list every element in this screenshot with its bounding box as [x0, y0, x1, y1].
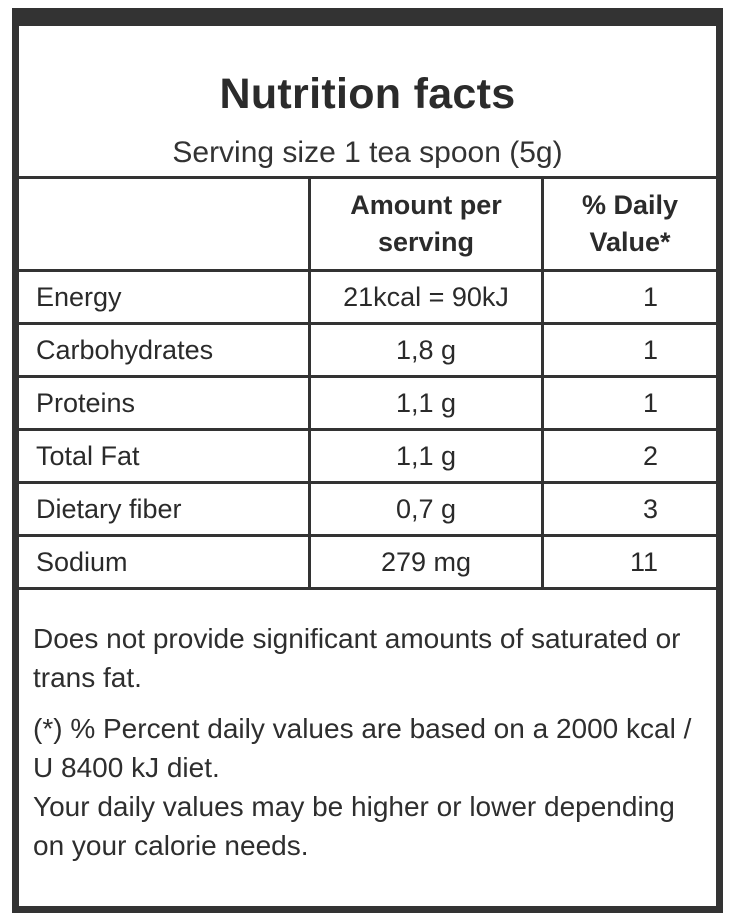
nutrient-daily-value: 3 [543, 483, 717, 536]
header-amount: Amount per serving [310, 178, 543, 271]
nutrient-daily-value: 1 [543, 324, 717, 377]
table-row [19, 271, 716, 324]
nutrient-amount: 279 mg [310, 536, 543, 589]
nutrient-amount: 1,1 g [310, 377, 543, 430]
nutrition-label [12, 8, 723, 913]
table-row [19, 483, 716, 536]
nutrient-name: Proteins [19, 377, 310, 430]
nutrient-daily-value: 11 [543, 536, 717, 589]
nutrient-amount: 1,8 g [310, 324, 543, 377]
nutrition-table [19, 176, 716, 590]
table-row [19, 324, 716, 377]
header-daily-value: % Daily Value* [543, 178, 717, 271]
nutrient-name: Sodium [19, 536, 310, 589]
table-header-row [19, 178, 716, 271]
header-blank-cell [19, 178, 310, 271]
nutrient-daily-value: 1 [543, 271, 717, 324]
nutrient-name: Energy [19, 271, 310, 324]
table-row [19, 430, 716, 483]
nutrient-amount: 21kcal = 90kJ [310, 271, 543, 324]
footnotes [33, 619, 713, 877]
table-row [19, 536, 716, 589]
nutrient-daily-value: 1 [543, 377, 717, 430]
nutrient-name: Carbohydrates [19, 324, 310, 377]
note-percent-basis: (*) % Percent daily values are based on a 2000 kcal / U 8400 kJ diet. [33, 713, 692, 783]
note-not-significant: Does not provide significant amounts of saturated or trans fat. [33, 623, 681, 693]
label-title: Nutrition facts [219, 70, 516, 118]
note-variation: Your daily values may be higher or lower depending on your calorie needs. [33, 791, 675, 861]
nutrient-name: Total Fat [19, 430, 310, 483]
nutrient-amount: 1,1 g [310, 430, 543, 483]
nutrient-amount: 0,7 g [310, 483, 543, 536]
nutrient-daily-value: 2 [543, 430, 717, 483]
serving-size: Serving size 1 tea spoon (5g) [172, 136, 563, 169]
nutrient-name: Dietary fiber [19, 483, 310, 536]
table-row [19, 377, 716, 430]
